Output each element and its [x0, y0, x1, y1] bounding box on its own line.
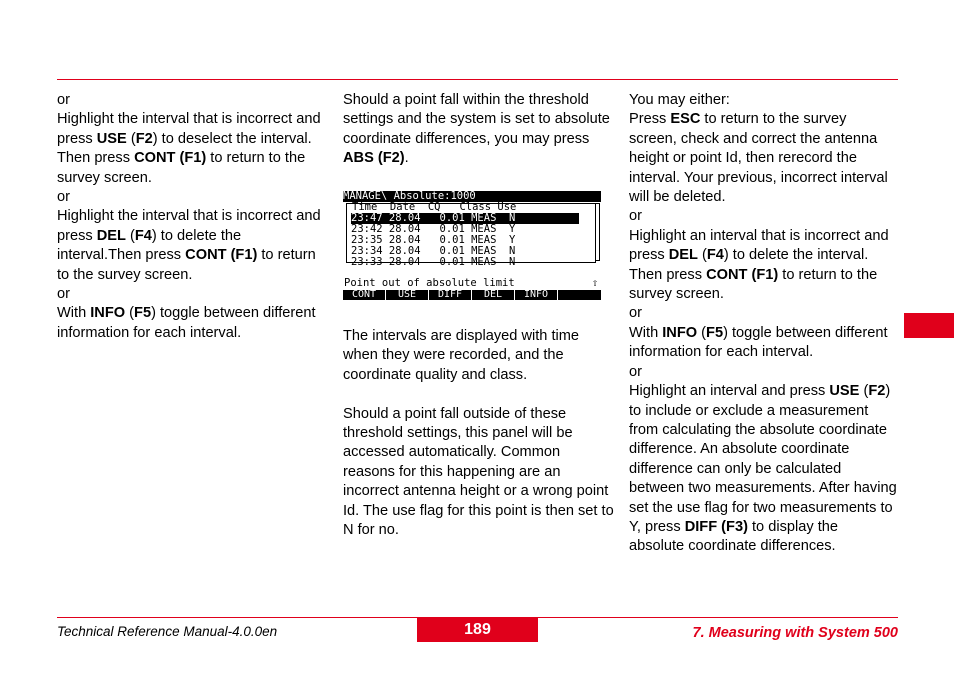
softkey-blank [558, 290, 600, 300]
paragraph: With INFO (F5) toggle between different information for each interval. [57, 305, 316, 341]
or-text: or [57, 92, 70, 108]
column-2 [343, 91, 615, 169]
paragraph: The intervals are displayed with time when they were recorded, and the coordinate quality and class. [343, 328, 580, 383]
screen-row: 23:33 28.04 0.01 MEAS N [351, 256, 516, 268]
or-text: or [57, 189, 70, 206]
shift-icon: ⇧ [592, 277, 599, 289]
manual-title: Technical Reference Manual-4.0.0en [57, 624, 278, 639]
screen-softkeys [343, 290, 601, 300]
header-rule [57, 79, 898, 80]
screen-row: 23:35 28.04 0.01 MEAS Y [351, 234, 516, 246]
softkey-use: USE [397, 289, 417, 300]
or-text: or [57, 286, 70, 303]
softkey-cont: CONT [351, 289, 377, 300]
paragraph: You may either: [629, 92, 730, 108]
paragraph: Highlight an interval and press USE (F2) to include or exclude a measurement from calculating the absolute coordinate difference. An absolute coordinate difference can only be calculated between two measurements. After having set the use flag for two measurements to Y, press DIFF (F3) to display the absolute coordinate differences. [629, 383, 897, 555]
softkey-del: DEL [483, 289, 503, 300]
paragraph: Press ESC to return to the survey screen, check and correct the antenna height or point Id, then rerecord the interval. Your previous, incorrect interval will be deleted. [629, 111, 888, 206]
paragraph: Should a point fall within the threshold settings and the system is set to absolute coordinate differences, you may press ABS (F2). [343, 92, 610, 167]
chapter-tab-marker [904, 313, 954, 338]
page-number: 189 [417, 618, 538, 642]
column-3 [629, 91, 897, 557]
or-text: or [629, 208, 642, 225]
paragraph: With INFO (F5) toggle between different information for each interval. [629, 324, 888, 361]
paragraph: Highlight the interval that is incorrect and press DEL (F4) to delete the interval.Then press CONT (F1) to return to the survey screen. [57, 208, 321, 283]
chapter-title: 7. Measuring with System 500 [692, 625, 898, 641]
softkey-info: INFO [523, 289, 549, 300]
paragraph: Should a point fall outside of these threshold settings, this panel will be accessed automatically. Common reasons for this happening are an incorrect antenna height or a wrong point Id. The use flag for this point is then set to N for no. [343, 405, 614, 539]
paragraph: Highlight the interval that is incorrect and press USE (F2) to deselect the interval. Then press CONT (F1) to return to the survey screen. [57, 111, 321, 186]
screen-row: 23:34 28.04 0.01 MEAS N [351, 245, 516, 257]
column-2-lower [343, 327, 615, 540]
screen-status: Point out of absolute limit [344, 277, 515, 289]
instrument-screen [343, 191, 602, 301]
screen-row: 23:42 28.04 0.01 MEAS Y [351, 223, 516, 235]
or-text: or [629, 363, 642, 380]
screen-row-selected: 23:47 28.04 0.01 MEAS N [351, 213, 579, 224]
screen-scrollbar [595, 203, 600, 261]
or-text: or [629, 305, 642, 322]
screen-title: MANAGE\ Absolute:1000 [343, 191, 601, 202]
column-1 [57, 91, 327, 343]
paragraph: Highlight an interval that is incorrect and press DEL (F4) to delete the interval. Then press CONT (F1) to return to the survey screen. [629, 227, 889, 303]
screen-table-header: Time Date CQ Class Use [352, 201, 517, 213]
softkey-diff: DIFF [437, 289, 463, 300]
